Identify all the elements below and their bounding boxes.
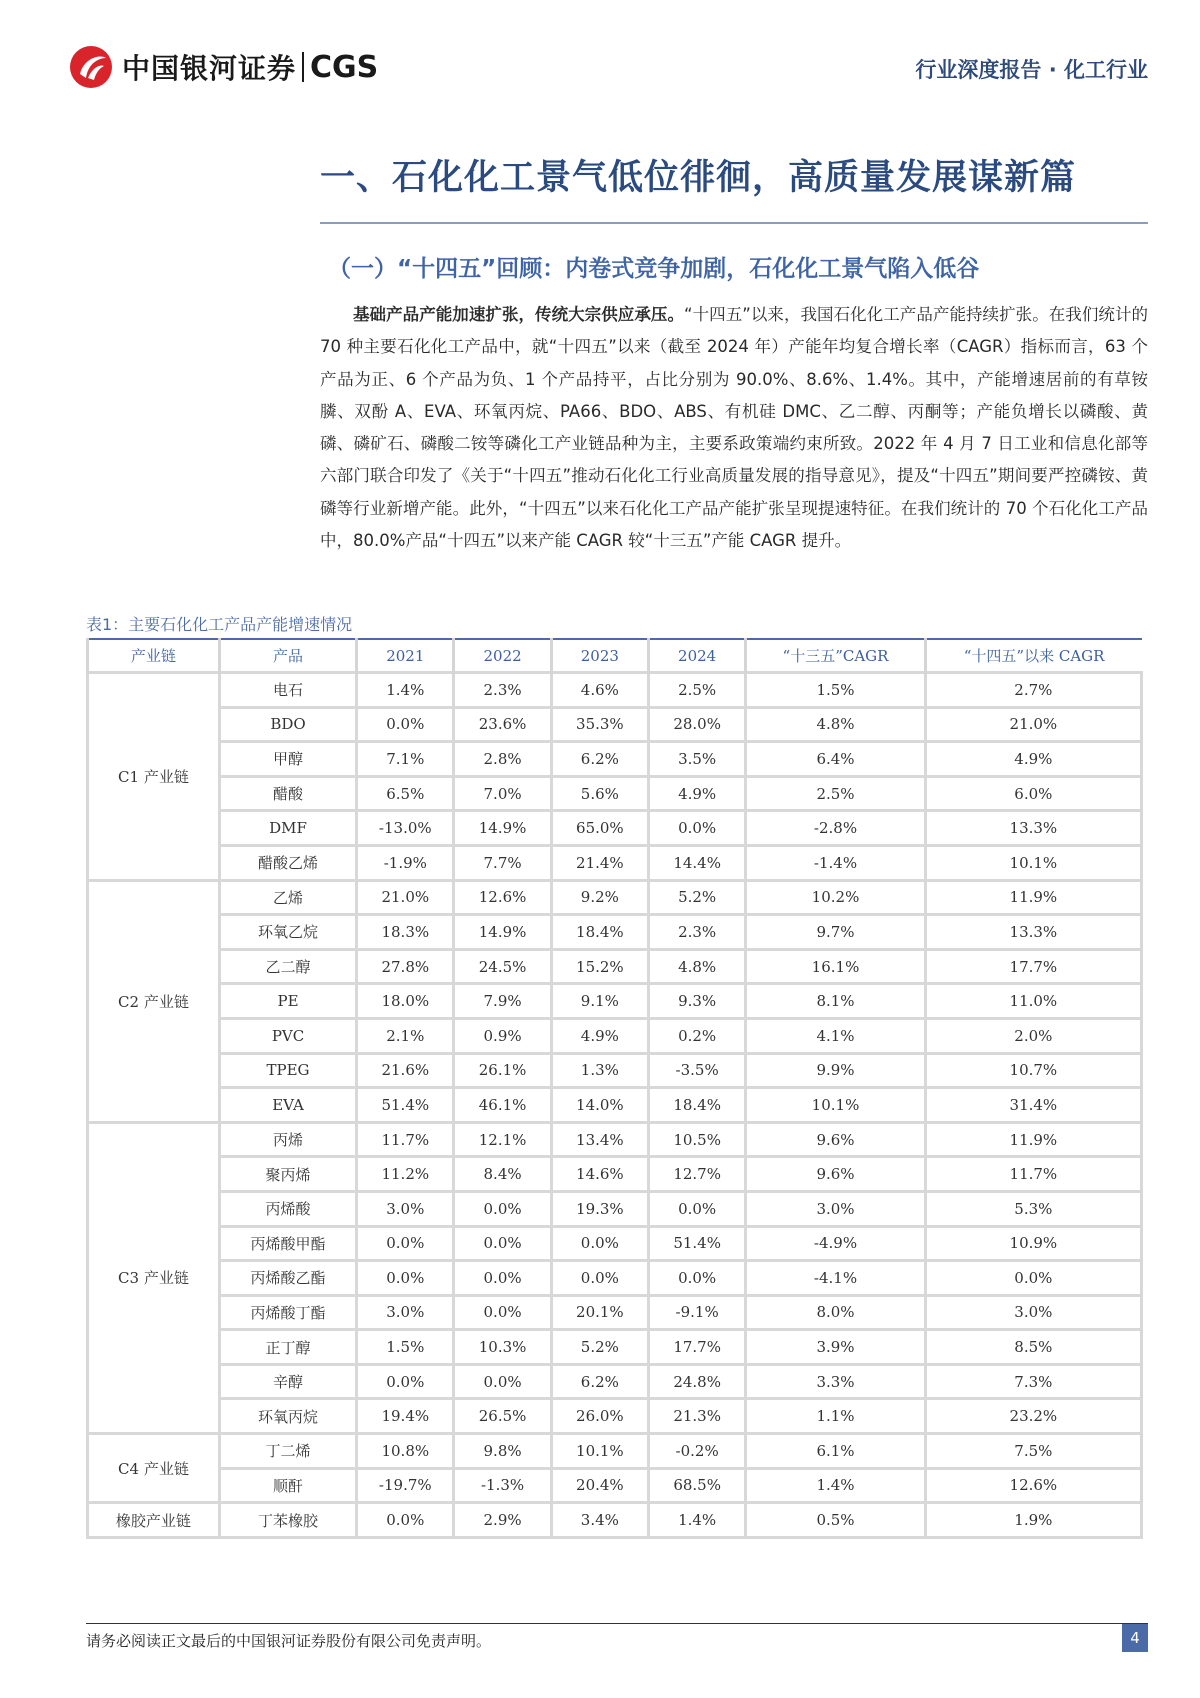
- column-header: 2022: [454, 639, 551, 673]
- column-header: 2024: [649, 639, 746, 673]
- value-cell: 1.4%: [357, 673, 454, 708]
- value-cell: 0.9%: [454, 1018, 551, 1053]
- value-cell: 0.0%: [454, 1364, 551, 1399]
- value-cell: 12.6%: [454, 880, 551, 915]
- footer-disclaimer: 请务必阅读正文最后的中国银河证券股份有限公司免责声明。: [86, 1632, 492, 1650]
- column-header: 2021: [357, 639, 454, 673]
- value-cell: -19.7%: [357, 1468, 454, 1503]
- value-cell: 21.6%: [357, 1053, 454, 1088]
- value-cell: 1.1%: [746, 1399, 925, 1434]
- value-cell: 6.2%: [551, 742, 648, 777]
- value-cell: 5.2%: [551, 1330, 648, 1365]
- value-cell: -13.0%: [357, 811, 454, 846]
- value-cell: 9.6%: [746, 1122, 925, 1157]
- value-cell: 21.3%: [649, 1399, 746, 1434]
- value-cell: 7.5%: [925, 1434, 1141, 1469]
- brand-logo: [68, 44, 378, 90]
- product-cell: 丙烯酸乙酯: [219, 1261, 356, 1296]
- value-cell: 9.7%: [746, 915, 925, 950]
- value-cell: 15.2%: [551, 949, 648, 984]
- product-cell: 醋酸乙烯: [219, 845, 356, 880]
- table-row: [88, 1157, 1142, 1192]
- value-cell: -9.1%: [649, 1295, 746, 1330]
- value-cell: 2.9%: [454, 1503, 551, 1538]
- table-row: [88, 742, 1142, 777]
- value-cell: 9.8%: [454, 1434, 551, 1469]
- value-cell: -4.1%: [746, 1261, 925, 1296]
- product-cell: PVC: [219, 1018, 356, 1053]
- product-cell: 电石: [219, 673, 356, 708]
- value-cell: 9.2%: [551, 880, 648, 915]
- value-cell: 46.1%: [454, 1088, 551, 1123]
- product-cell: 顺酐: [219, 1468, 356, 1503]
- value-cell: 18.4%: [551, 915, 648, 950]
- value-cell: 7.7%: [454, 845, 551, 880]
- value-cell: 10.1%: [925, 845, 1141, 880]
- chain-cell: C2 产业链: [88, 880, 220, 1122]
- value-cell: 51.4%: [357, 1088, 454, 1123]
- value-cell: 0.0%: [454, 1261, 551, 1296]
- value-cell: 0.0%: [925, 1261, 1141, 1296]
- value-cell: 2.7%: [925, 673, 1141, 708]
- column-header: “十四五”以来 CAGR: [925, 639, 1141, 673]
- value-cell: 9.6%: [746, 1157, 925, 1192]
- value-cell: 10.1%: [746, 1088, 925, 1123]
- value-cell: 28.0%: [649, 707, 746, 742]
- chain-cell: C3 产业链: [88, 1122, 220, 1433]
- value-cell: 6.4%: [746, 742, 925, 777]
- value-cell: 4.9%: [649, 776, 746, 811]
- value-cell: 1.4%: [746, 1468, 925, 1503]
- product-cell: 丙烯酸丁酯: [219, 1295, 356, 1330]
- value-cell: 0.5%: [746, 1503, 925, 1538]
- product-cell: DMF: [219, 811, 356, 846]
- value-cell: 4.8%: [649, 949, 746, 984]
- value-cell: 10.3%: [454, 1330, 551, 1365]
- value-cell: 8.5%: [925, 1330, 1141, 1365]
- value-cell: 3.0%: [746, 1191, 925, 1226]
- value-cell: 13.3%: [925, 811, 1141, 846]
- product-cell: BDO: [219, 707, 356, 742]
- table-row: [88, 880, 1142, 915]
- value-cell: 4.9%: [925, 742, 1141, 777]
- value-cell: 11.7%: [357, 1122, 454, 1157]
- value-cell: 1.3%: [551, 1053, 648, 1088]
- value-cell: 24.8%: [649, 1364, 746, 1399]
- value-cell: -2.8%: [746, 811, 925, 846]
- value-cell: 10.9%: [925, 1226, 1141, 1261]
- value-cell: 2.5%: [746, 776, 925, 811]
- section-title: 一、石化化工景气低位徘徊，高质量发展谋新篇: [320, 158, 1077, 198]
- value-cell: 17.7%: [649, 1330, 746, 1365]
- value-cell: 31.4%: [925, 1088, 1141, 1123]
- value-cell: 68.5%: [649, 1468, 746, 1503]
- table-row: [88, 1503, 1142, 1538]
- value-cell: 17.7%: [925, 949, 1141, 984]
- table-row: [88, 1018, 1142, 1053]
- value-cell: 7.0%: [454, 776, 551, 811]
- value-cell: 2.3%: [649, 915, 746, 950]
- product-cell: 环氧丙烷: [219, 1399, 356, 1434]
- value-cell: 0.0%: [357, 1503, 454, 1538]
- value-cell: 26.1%: [454, 1053, 551, 1088]
- chain-cell: 橡胶产业链: [88, 1503, 220, 1538]
- value-cell: 0.2%: [649, 1018, 746, 1053]
- table-row: [88, 1053, 1142, 1088]
- value-cell: 10.5%: [649, 1122, 746, 1157]
- value-cell: 13.3%: [925, 915, 1141, 950]
- table-row: [88, 776, 1142, 811]
- column-header: 2023: [551, 639, 648, 673]
- value-cell: 18.4%: [649, 1088, 746, 1123]
- value-cell: 23.2%: [925, 1399, 1141, 1434]
- product-cell: 丙烯酸: [219, 1191, 356, 1226]
- value-cell: 26.5%: [454, 1399, 551, 1434]
- table-row: [88, 949, 1142, 984]
- product-cell: PE: [219, 984, 356, 1019]
- table-row: [88, 673, 1142, 708]
- value-cell: 13.4%: [551, 1122, 648, 1157]
- paragraph-lead: 基础产品产能加速扩张，传统大宗供应承压。: [353, 305, 684, 324]
- value-cell: 0.0%: [649, 1191, 746, 1226]
- value-cell: 6.5%: [357, 776, 454, 811]
- brand-separator: [302, 52, 304, 82]
- value-cell: 26.0%: [551, 1399, 648, 1434]
- value-cell: 9.3%: [649, 984, 746, 1019]
- value-cell: 3.3%: [746, 1364, 925, 1399]
- value-cell: 0.0%: [454, 1191, 551, 1226]
- value-cell: 2.0%: [925, 1018, 1141, 1053]
- product-cell: 丙烯酸甲酯: [219, 1226, 356, 1261]
- table-row: [88, 845, 1142, 880]
- product-cell: TPEG: [219, 1053, 356, 1088]
- table-row: [88, 1330, 1142, 1365]
- value-cell: 14.9%: [454, 915, 551, 950]
- value-cell: 19.3%: [551, 1191, 648, 1226]
- value-cell: 19.4%: [357, 1399, 454, 1434]
- value-cell: 0.0%: [454, 1226, 551, 1261]
- value-cell: 0.0%: [551, 1261, 648, 1296]
- value-cell: 2.5%: [649, 673, 746, 708]
- value-cell: 10.2%: [746, 880, 925, 915]
- product-cell: 醋酸: [219, 776, 356, 811]
- product-cell: 正丁醇: [219, 1330, 356, 1365]
- value-cell: 12.7%: [649, 1157, 746, 1192]
- value-cell: -4.9%: [746, 1226, 925, 1261]
- product-cell: EVA: [219, 1088, 356, 1123]
- subsection-title: （一）“十四五”回顾：内卷式竞争加剧，石化化工景气陷入低谷: [328, 256, 980, 282]
- table-row: [88, 1088, 1142, 1123]
- column-header: 产业链: [88, 639, 220, 673]
- value-cell: 21.0%: [357, 880, 454, 915]
- value-cell: 14.9%: [454, 811, 551, 846]
- value-cell: 3.5%: [649, 742, 746, 777]
- value-cell: 7.3%: [925, 1364, 1141, 1399]
- value-cell: 5.2%: [649, 880, 746, 915]
- value-cell: 7.1%: [357, 742, 454, 777]
- value-cell: 24.5%: [454, 949, 551, 984]
- value-cell: 4.8%: [746, 707, 925, 742]
- value-cell: 8.0%: [746, 1295, 925, 1330]
- value-cell: 0.0%: [649, 1261, 746, 1296]
- value-cell: 10.1%: [551, 1434, 648, 1469]
- value-cell: 23.6%: [454, 707, 551, 742]
- value-cell: -1.9%: [357, 845, 454, 880]
- value-cell: -3.5%: [649, 1053, 746, 1088]
- value-cell: 0.0%: [357, 707, 454, 742]
- product-cell: 甲醇: [219, 742, 356, 777]
- table-body: [88, 673, 1142, 1538]
- value-cell: 2.1%: [357, 1018, 454, 1053]
- product-cell: 乙二醇: [219, 949, 356, 984]
- galaxy-logo-icon: [68, 44, 114, 90]
- value-cell: 20.1%: [551, 1295, 648, 1330]
- value-cell: 6.1%: [746, 1434, 925, 1469]
- table-caption: 表1：主要石化化工产品产能增速情况: [86, 615, 353, 634]
- value-cell: 1.4%: [649, 1503, 746, 1538]
- table-row: [88, 1191, 1142, 1226]
- value-cell: 1.5%: [357, 1330, 454, 1365]
- table-row: [88, 1434, 1142, 1469]
- value-cell: 11.9%: [925, 1122, 1141, 1157]
- table-row: [88, 1295, 1142, 1330]
- table-row: [88, 984, 1142, 1019]
- value-cell: 4.9%: [551, 1018, 648, 1053]
- product-cell: 乙烯: [219, 880, 356, 915]
- column-header: “十三五”CAGR: [746, 639, 925, 673]
- value-cell: 10.8%: [357, 1434, 454, 1469]
- value-cell: -1.4%: [746, 845, 925, 880]
- body-paragraph: [320, 299, 1148, 557]
- value-cell: -1.3%: [454, 1468, 551, 1503]
- value-cell: 11.0%: [925, 984, 1141, 1019]
- value-cell: 3.0%: [925, 1295, 1141, 1330]
- value-cell: 6.0%: [925, 776, 1141, 811]
- value-cell: 20.4%: [551, 1468, 648, 1503]
- value-cell: 3.4%: [551, 1503, 648, 1538]
- table-header-row: [88, 639, 1142, 673]
- table-row: [88, 1468, 1142, 1503]
- value-cell: 7.9%: [454, 984, 551, 1019]
- value-cell: 65.0%: [551, 811, 648, 846]
- value-cell: 0.0%: [357, 1226, 454, 1261]
- value-cell: 16.1%: [746, 949, 925, 984]
- value-cell: 12.6%: [925, 1468, 1141, 1503]
- value-cell: 8.4%: [454, 1157, 551, 1192]
- value-cell: 10.7%: [925, 1053, 1141, 1088]
- value-cell: 4.1%: [746, 1018, 925, 1053]
- value-cell: 3.0%: [357, 1295, 454, 1330]
- brand-name-en: CGS: [310, 49, 379, 85]
- value-cell: 21.0%: [925, 707, 1141, 742]
- value-cell: 9.9%: [746, 1053, 925, 1088]
- value-cell: 0.0%: [454, 1295, 551, 1330]
- product-cell: 辛醇: [219, 1364, 356, 1399]
- chain-cell: C1 产业链: [88, 673, 220, 881]
- value-cell: 5.6%: [551, 776, 648, 811]
- table-row: [88, 707, 1142, 742]
- value-cell: 0.0%: [357, 1364, 454, 1399]
- value-cell: 2.8%: [454, 742, 551, 777]
- table-row: [88, 1399, 1142, 1434]
- value-cell: 27.8%: [357, 949, 454, 984]
- footer-divider: [86, 1623, 1148, 1624]
- value-cell: 14.6%: [551, 1157, 648, 1192]
- value-cell: 0.0%: [649, 811, 746, 846]
- product-cell: 聚丙烯: [219, 1157, 356, 1192]
- table-row: [88, 915, 1142, 950]
- value-cell: 0.0%: [357, 1261, 454, 1296]
- value-cell: 11.2%: [357, 1157, 454, 1192]
- capacity-growth-table: [86, 638, 1143, 1539]
- value-cell: 35.3%: [551, 707, 648, 742]
- value-cell: 21.4%: [551, 845, 648, 880]
- value-cell: 11.7%: [925, 1157, 1141, 1192]
- value-cell: 1.5%: [746, 673, 925, 708]
- page-header: [68, 44, 1148, 88]
- value-cell: 9.1%: [551, 984, 648, 1019]
- value-cell: 14.0%: [551, 1088, 648, 1123]
- section-divider: [320, 222, 1148, 224]
- value-cell: 5.3%: [925, 1191, 1141, 1226]
- value-cell: 8.1%: [746, 984, 925, 1019]
- table-row: [88, 811, 1142, 846]
- product-cell: 环氧乙烷: [219, 915, 356, 950]
- value-cell: 2.3%: [454, 673, 551, 708]
- table-row: [88, 1364, 1142, 1399]
- chain-cell: C4 产业链: [88, 1434, 220, 1503]
- column-header: 产品: [219, 639, 356, 673]
- product-cell: 丁苯橡胶: [219, 1503, 356, 1538]
- value-cell: 18.0%: [357, 984, 454, 1019]
- value-cell: 3.9%: [746, 1330, 925, 1365]
- value-cell: -0.2%: [649, 1434, 746, 1469]
- report-type-tag: 行业深度报告 · 化工行业: [915, 58, 1148, 82]
- paragraph-body: “十四五”以来，我国石化化工产品产能持续扩张。在我们统计的 70 种主要石化化工产品中，就“十四五”以来（截至 2024 年）产能年均复合增长率（CAGR）指标而言，63 个产品为正、6 个产品为负、1 个产品持平，占比分别为 90.0%、8.6%、1.4%。其中，产能增速居前的有草铵膦、双酚 A、EVA、环氧丙烷、PA66、BDO、ABS、有机硅 DMC、乙二醇、丙酮等；产能负增长以磷酸、黄磷、磷矿石、磷酸二铵等磷化工产业链品种为主，主要系政策端约束所致。2022 年 4 月 7 日工业和信息化部等六部门联合印发了《关于“十四五”推动石化化工行业高质量发展的指导意见》，提及“十四五”期间要严控磷铵、黄磷等行业新增产能。此外，“十四五”以来石化化工产品产能扩张呈现提速特征。在我们统计的 70 个石化化工产品中，80.0%产品“十四五”以来产能 CAGR 较“十三五”产能 CAGR 提升。: [320, 305, 1148, 551]
- table-row: [88, 1226, 1142, 1261]
- value-cell: 12.1%: [454, 1122, 551, 1157]
- value-cell: 18.3%: [357, 915, 454, 950]
- value-cell: 51.4%: [649, 1226, 746, 1261]
- product-cell: 丁二烯: [219, 1434, 356, 1469]
- brand-name-cn: 中国银河证券: [122, 52, 297, 85]
- value-cell: 11.9%: [925, 880, 1141, 915]
- value-cell: 6.2%: [551, 1364, 648, 1399]
- value-cell: 1.9%: [925, 1503, 1141, 1538]
- table-row: [88, 1261, 1142, 1296]
- product-cell: 丙烯: [219, 1122, 356, 1157]
- value-cell: 14.4%: [649, 845, 746, 880]
- value-cell: 0.0%: [551, 1226, 648, 1261]
- value-cell: 4.6%: [551, 673, 648, 708]
- page-number: 4: [1122, 1624, 1148, 1652]
- value-cell: 3.0%: [357, 1191, 454, 1226]
- table-row: [88, 1122, 1142, 1157]
